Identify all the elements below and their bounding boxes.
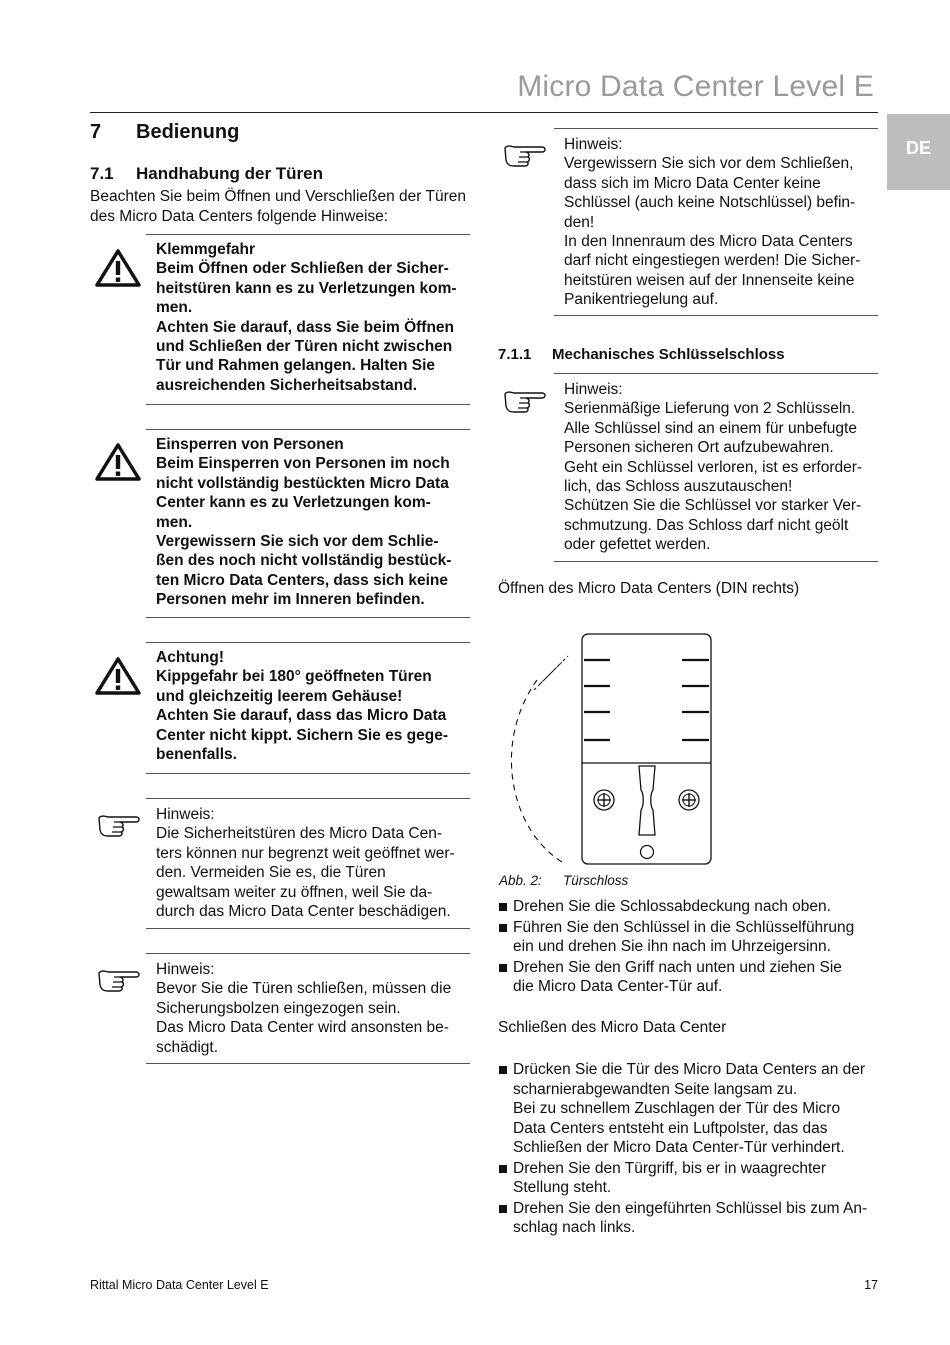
chapter-number: 7 — [90, 121, 102, 143]
notice-line: schädigt. — [156, 1038, 219, 1056]
notice-bottom-rule — [554, 315, 878, 316]
figure-number: Abb. 2: — [499, 873, 542, 888]
list-item — [499, 1060, 884, 1158]
close-procedure-heading: Schließen des Micro Data Center — [498, 1019, 727, 1036]
notice-line: ßen des noch nicht vollständig bestück- — [156, 552, 452, 570]
door-lock-figure — [498, 628, 718, 870]
notice-top-rule — [146, 642, 470, 643]
notice-line: oder gefettet werden. — [564, 536, 711, 554]
notice-line: Kippgefahr bei 180° geöffneten Türen — [156, 668, 432, 686]
pointing-hand-icon — [502, 142, 550, 170]
notice-line: Vergewissern Sie sich vor dem Schließen, — [564, 155, 854, 173]
notice-line: Achten Sie darauf, dass Sie beim Öffnen — [156, 318, 455, 336]
notice-line: gewaltsam weiter zu öffnen, weil Sie da- — [156, 883, 433, 901]
notice-bottom-rule — [146, 773, 470, 774]
notice-line: schmutzung. Das Schloss darf nicht geölt — [564, 516, 849, 534]
figure-caption-text: Türschloss — [563, 873, 629, 888]
section-intro: Beachten Sie beim Öffnen und Verschließen der Türen des Micro Data Centers folgende Hinweise: — [90, 188, 466, 225]
step-line: ein und drehen Sie ihn nach im Uhrzeigersinn. — [513, 938, 831, 955]
notice-line: Die Sicherheitstüren des Micro Data Cen- — [156, 825, 443, 843]
step-line: Bei zu schnellem Zuschlagen der Tür des Micro — [513, 1100, 841, 1117]
notice-line: ters können nur begrenzt weit geöffnet wer- — [156, 844, 455, 862]
notice-title: Achtung! — [156, 649, 225, 666]
list-item — [499, 1199, 884, 1238]
subsection-heading — [498, 346, 785, 363]
notice-title: Hinweis: — [156, 961, 215, 978]
notice-bottom-rule — [146, 1063, 470, 1064]
step-line: Schließen der Micro Data Center-Tür verhindert. — [513, 1139, 845, 1156]
notice-line: heitstüren kann es zu Verletzungen kom- — [156, 279, 457, 297]
notice-line: Bevor Sie die Türen schließen, müssen die — [156, 980, 452, 998]
header-rule — [90, 112, 878, 113]
notice-hinweis-schluessel — [564, 380, 878, 555]
chapter-title: Bedienung — [136, 121, 240, 143]
notice-title: Hinweis: — [564, 136, 623, 153]
notice-bottom-rule — [146, 404, 470, 405]
notice-line: den! — [564, 213, 595, 231]
notice-top-rule — [554, 373, 878, 374]
notice-klemmgefahr — [156, 240, 470, 395]
open-procedure-heading: Öffnen des Micro Data Centers (DIN rechts) — [498, 580, 800, 597]
notice-line: Tür und Rahmen gelangen. Halten Sie — [156, 357, 436, 375]
notice-line: Sicherungsbolzen eingezogen sein. — [156, 999, 401, 1017]
notice-line: Serienmäßige Lieferung von 2 Schlüsseln. — [564, 400, 856, 418]
notice-top-rule — [146, 429, 470, 430]
notice-line: dass sich im Micro Data Center keine — [564, 174, 821, 192]
notice-line: heitstüren weisen auf der Innenseite keine — [564, 271, 855, 289]
notice-line: Beim Öffnen oder Schließen der Sicher- — [156, 260, 449, 278]
notice-line: benenfalls. — [156, 746, 237, 764]
notice-line: Schlüssel (auch keine Notschlüssel) befin- — [564, 194, 856, 212]
notice-hinweis-sicherungsbolzen — [156, 960, 470, 1057]
step-line: scharnierabgewandten Seite langsam zu. — [513, 1080, 798, 1098]
close-steps-list — [499, 1060, 884, 1239]
pointing-hand-icon — [96, 812, 144, 840]
notice-bottom-rule — [554, 561, 878, 562]
notice-line: Beim Einsperren von Personen im noch — [156, 455, 450, 473]
notice-line: Achten Sie darauf, dass das Micro Data — [156, 707, 447, 725]
open-steps-list — [499, 897, 879, 998]
step-line: Drehen Sie den Griff nach unten und ziehen Sie — [513, 958, 842, 976]
footer-document-title: Rittal Micro Data Center Level E — [90, 1278, 269, 1292]
chapter-heading — [90, 121, 239, 144]
notice-line: darf nicht eingestiegen werden! Die Sicher- — [564, 252, 861, 270]
subsection-title: Mechanisches Schlüsselschloss — [552, 346, 785, 363]
running-header-title: Micro Data Center Level E — [517, 70, 874, 103]
pointing-hand-icon — [96, 967, 144, 995]
notice-line: durch das Micro Data Center beschädigen. — [156, 903, 451, 921]
list-item — [499, 918, 879, 957]
notice-achtung — [156, 648, 470, 764]
step-line: Data Centers entsteht ein Luftpolster, das das — [513, 1119, 828, 1137]
notice-title: Klemmgefahr — [156, 241, 256, 258]
notice-line: nicht vollständig bestückten Micro Data — [156, 474, 449, 492]
warning-triangle-icon — [94, 656, 142, 696]
step-line: die Micro Data Center-Tür auf. — [513, 978, 723, 995]
step-line: schlag nach links. — [513, 1219, 636, 1236]
notice-line: lich, das Schloss auszutauschen! — [564, 478, 793, 496]
figure-caption — [499, 873, 628, 888]
step-line: Drehen Sie den Türgriff, bis er in waagrechter — [513, 1159, 827, 1177]
notice-line: Geht ein Schlüssel verloren, ist es erforder- — [564, 458, 863, 476]
notice-top-rule — [146, 953, 470, 954]
notice-top-rule — [146, 798, 470, 799]
notice-title: Einsperren von Personen — [156, 436, 344, 453]
step-line: Drehen Sie die Schlossabdeckung nach oben. — [513, 898, 831, 915]
notice-line: Alle Schlüssel sind an einem für unbefugte — [564, 419, 857, 437]
section-heading — [90, 164, 323, 184]
notice-line: den. Vermeiden Sie es, die Türen — [156, 864, 386, 882]
step-line: Drücken Sie die Tür des Micro Data Centers an der — [513, 1061, 866, 1078]
notice-line: ten Micro Data Centers, dass sich keine — [156, 571, 449, 589]
step-line: Führen Sie den Schlüssel in die Schlüsselführung — [513, 918, 855, 936]
notice-bottom-rule — [146, 928, 470, 929]
step-line: Drehen Sie den eingeführten Schlüssel bis zum An- — [513, 1199, 868, 1217]
notice-line: ausreichenden Sicherheitsabstand. — [156, 376, 418, 394]
notice-line: Center nicht kippt. Sichern Sie es gege- — [156, 726, 448, 744]
notice-line: men. — [156, 513, 193, 531]
warning-triangle-icon — [94, 248, 142, 288]
notice-hinweis-schliessen — [564, 135, 878, 310]
list-item — [499, 897, 879, 917]
pointing-hand-icon — [502, 388, 550, 416]
notice-line: Personen mehr im Inneren befinden. — [156, 591, 425, 609]
notice-einsperren — [156, 435, 470, 610]
notice-line: Panikentriegelung auf. — [564, 291, 719, 309]
notice-line: men. — [156, 299, 193, 317]
list-item — [499, 958, 879, 997]
notice-line: Vergewissern Sie sich vor dem Schlie- — [156, 533, 439, 551]
section-title: Handhabung der Türen — [136, 164, 323, 183]
notice-title: Hinweis: — [156, 806, 215, 823]
subsection-number: 7.1.1 — [498, 346, 532, 363]
notice-line: Personen sicheren Ort aufzubewahren. — [564, 439, 834, 457]
notice-top-rule — [554, 128, 878, 129]
notice-line: und Schließen der Türen nicht zwischen — [156, 338, 453, 356]
notice-line: Schützen Sie die Schlüssel vor starker Ver- — [564, 497, 862, 515]
notice-hinweis-tueren — [156, 805, 470, 921]
notice-line: Das Micro Data Center wird ansonsten be- — [156, 1019, 449, 1037]
footer-page-number: 17 — [864, 1278, 878, 1292]
notice-line: Center kann es zu Verletzungen kom- — [156, 494, 431, 512]
notice-title: Hinweis: — [564, 381, 623, 398]
notice-top-rule — [146, 234, 470, 235]
warning-triangle-icon — [94, 442, 142, 482]
language-tab: DE — [887, 114, 950, 190]
notice-line: und gleichzeitig leerem Gehäuse! — [156, 687, 403, 705]
section-number: 7.1 — [90, 164, 114, 183]
list-item — [499, 1159, 884, 1198]
notice-bottom-rule — [146, 617, 470, 618]
notice-line: In den Innenraum des Micro Data Centers — [564, 233, 853, 251]
step-line: Stellung steht. — [513, 1179, 612, 1196]
